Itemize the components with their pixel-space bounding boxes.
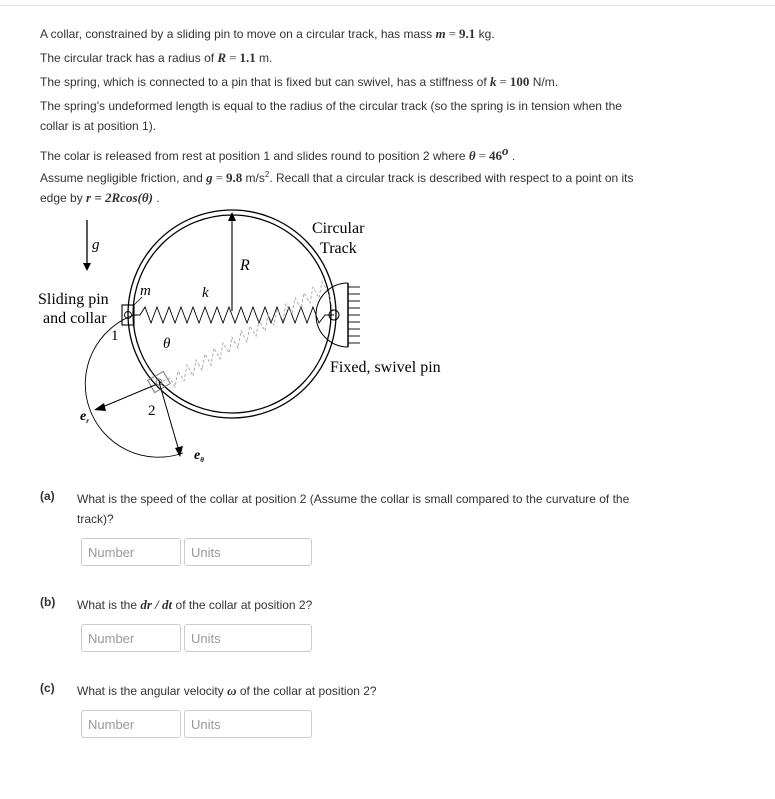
stiffness-statement: The spring, which is connected to a pin that is fixed but can swivel, has a stiffness of k = 100 N/m. (40, 74, 559, 89)
answer-a-number-input[interactable] (81, 538, 181, 566)
gravity-label: g (92, 237, 100, 253)
radius-arrowhead (228, 212, 236, 221)
spring-length-statement: The spring's undeformed length is equal to the radius of the circular track (so the spring is in tension when the collar is at position 1). (40, 99, 622, 133)
question-c-label: (c) (40, 681, 55, 695)
position-1-label: 1 (111, 328, 119, 344)
answer-c-number-input[interactable] (81, 710, 181, 738)
e-theta-vector (159, 382, 179, 451)
wall-hatching (348, 287, 360, 343)
answer-b-number-input[interactable] (81, 624, 181, 652)
e-r-arrowhead (94, 403, 106, 411)
circular-label: Circular (312, 220, 365, 237)
answer-b-units-input[interactable] (184, 624, 312, 652)
e-theta-label: $e_\theta$ (194, 448, 204, 464)
sliding-pin-label: Sliding pin (38, 291, 109, 308)
mass-statement: A collar, constrained by a sliding pin to move on a circular track, has mass m = 9.1 kg. (40, 26, 495, 41)
fixed-pin-label: Fixed, swivel pin (330, 359, 441, 376)
answer-a-units-input[interactable] (184, 538, 312, 566)
top-divider (0, 5, 775, 6)
question-a-text: What is the speed of the collar at position 2 (Assume the collar is small compared to the curvature of the track)? (77, 492, 630, 526)
theta-label: θ (163, 336, 171, 352)
circular-track-diagram (30, 205, 460, 475)
assumption-statement: Assume negligible friction, and g = 9.8 $m/s^2$. Recall that a circular track is described with respect to a point on its edge by r = 2Rcos(θ) . (40, 170, 634, 205)
and-collar-label: and collar (43, 310, 107, 327)
answer-c-units-input[interactable] (184, 710, 312, 738)
e-r-vector (100, 385, 155, 408)
mass-label: m (140, 283, 151, 299)
spring-position-2 (163, 282, 334, 387)
gravity-arrowhead (83, 263, 91, 271)
e-r-label: $e_r$ (80, 409, 89, 425)
radius-label: R (240, 257, 250, 274)
question-c-text: What is the angular velocity ω of the collar at position 2? (77, 683, 377, 698)
question-b-label: (b) (40, 595, 56, 609)
question-b-text: What is the dr / dt of the collar at position 2? (77, 597, 313, 612)
radius-statement: The circular track has a radius of R = 1.1 m. (40, 50, 273, 65)
position-2-label: 2 (148, 403, 156, 419)
track-label: Track (320, 240, 357, 257)
question-a-label: (a) (40, 489, 55, 503)
stiffness-label: k (202, 285, 209, 301)
release-statement: The colar is released from rest at position 1 and slides round to position 2 where $\theta = 46^o$ . (40, 143, 516, 163)
spring-position-1 (134, 307, 334, 323)
